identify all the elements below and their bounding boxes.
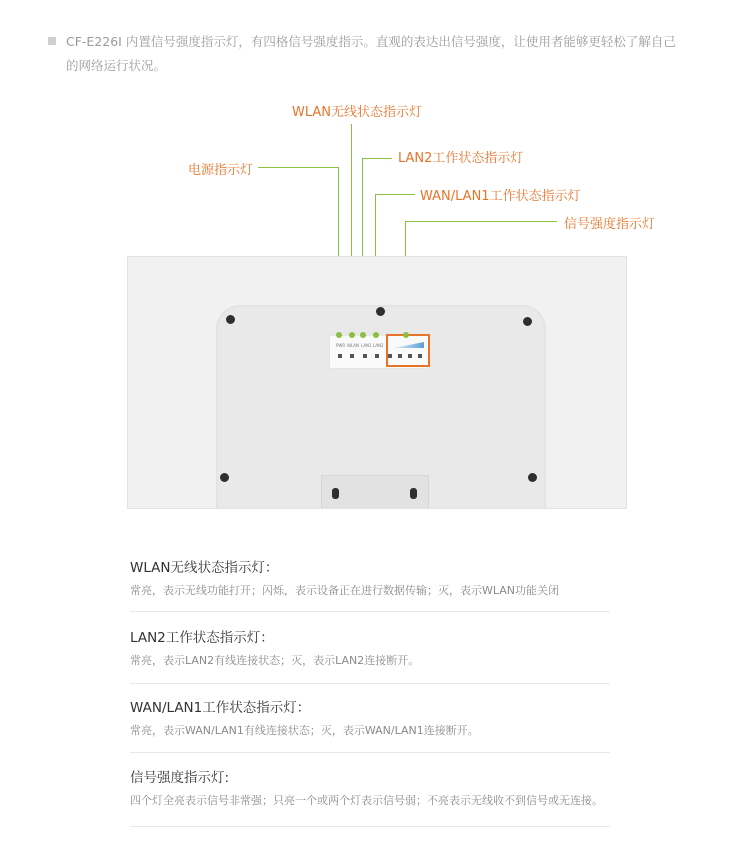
desc-title: 信号强度指示灯: bbox=[130, 770, 230, 786]
led-label-pwr: PWR bbox=[336, 343, 346, 348]
desc-text: 四个灯全亮表示信号非常强；只亮一个或两个灯表示信号弱；不亮表示无线收不到信号或无连接。 bbox=[130, 794, 603, 807]
intro-line-1: CF-E226I 内置信号强度指示灯，有四格信号强度指示。直观的表达出信号强度，让使用者能够更轻松了解自己 bbox=[66, 34, 676, 49]
callout-lan2: LAN2工作状态指示灯 bbox=[398, 151, 524, 166]
device-photo bbox=[127, 256, 627, 509]
screw-icon bbox=[523, 317, 532, 326]
leader-line-signal-h bbox=[405, 221, 557, 222]
divider bbox=[130, 752, 610, 753]
intro-line-2: 的网络运行状况。 bbox=[66, 58, 167, 73]
callout-power: 电源指示灯 bbox=[188, 163, 254, 178]
callout-wan-lan1: WAN/LAN1工作状态指示灯 bbox=[420, 189, 581, 204]
bullet-square-icon bbox=[48, 37, 56, 45]
signal-highlight-box bbox=[386, 334, 430, 367]
led-dot-lan2 bbox=[360, 332, 366, 338]
desc-item-signal bbox=[130, 766, 610, 808]
led-label-lan2: LAN2 bbox=[373, 343, 384, 348]
led-label-wlan: WLAN bbox=[347, 343, 360, 348]
screw-icon bbox=[376, 307, 385, 316]
intro-paragraph bbox=[48, 30, 688, 78]
callout-signal: 信号强度指示灯 bbox=[564, 217, 656, 232]
desc-text: 常亮，表示LAN2有线连接状态；灭，表示LAN2连接断开。 bbox=[130, 654, 420, 667]
leader-line-lan2-h bbox=[362, 158, 392, 159]
signal-strength-icon bbox=[394, 342, 424, 348]
led-pwr-indicator bbox=[338, 354, 342, 358]
desc-title: WAN/LAN1工作状态指示灯： bbox=[130, 700, 311, 716]
led-dot-wlan bbox=[349, 332, 355, 338]
desc-item-lan2 bbox=[130, 626, 610, 668]
screw-icon bbox=[226, 315, 235, 324]
divider bbox=[130, 683, 610, 684]
desc-title: WLAN无线状态指示灯： bbox=[130, 560, 279, 576]
screw-icon bbox=[528, 473, 537, 482]
led-lan1-indicator bbox=[363, 354, 367, 358]
leader-line-wan-h bbox=[375, 194, 415, 195]
divider bbox=[130, 611, 610, 612]
led-lan2-indicator bbox=[375, 354, 379, 358]
divider bbox=[130, 826, 610, 827]
device-panel bbox=[216, 305, 546, 509]
desc-text: 常亮，表示无线功能打开；闪烁，表示设备正在进行数据传输；灭，表示WLAN功能关闭 bbox=[130, 584, 560, 597]
desc-item-wan-lan1 bbox=[130, 696, 610, 738]
led-wlan-indicator bbox=[350, 354, 354, 358]
mount-hole-icon bbox=[410, 488, 417, 499]
led-dot-wan-lan1 bbox=[373, 332, 379, 338]
desc-text: 常亮，表示WAN/LAN1有线连接状态；灭，表示WAN/LAN1连接断开。 bbox=[130, 724, 479, 737]
callout-wlan: WLAN无线状态指示灯 bbox=[292, 105, 423, 120]
wall-mount-bracket bbox=[321, 475, 429, 509]
led-dot-power bbox=[336, 332, 342, 338]
desc-title: LAN2工作状态指示灯： bbox=[130, 630, 274, 646]
led-dot-signal bbox=[403, 332, 409, 338]
led-label-lan1: LAN1 bbox=[361, 343, 372, 348]
screw-icon bbox=[220, 473, 229, 482]
leader-line-power-h bbox=[258, 167, 338, 168]
mount-hole-icon bbox=[332, 488, 339, 499]
desc-item-wlan bbox=[130, 556, 610, 598]
